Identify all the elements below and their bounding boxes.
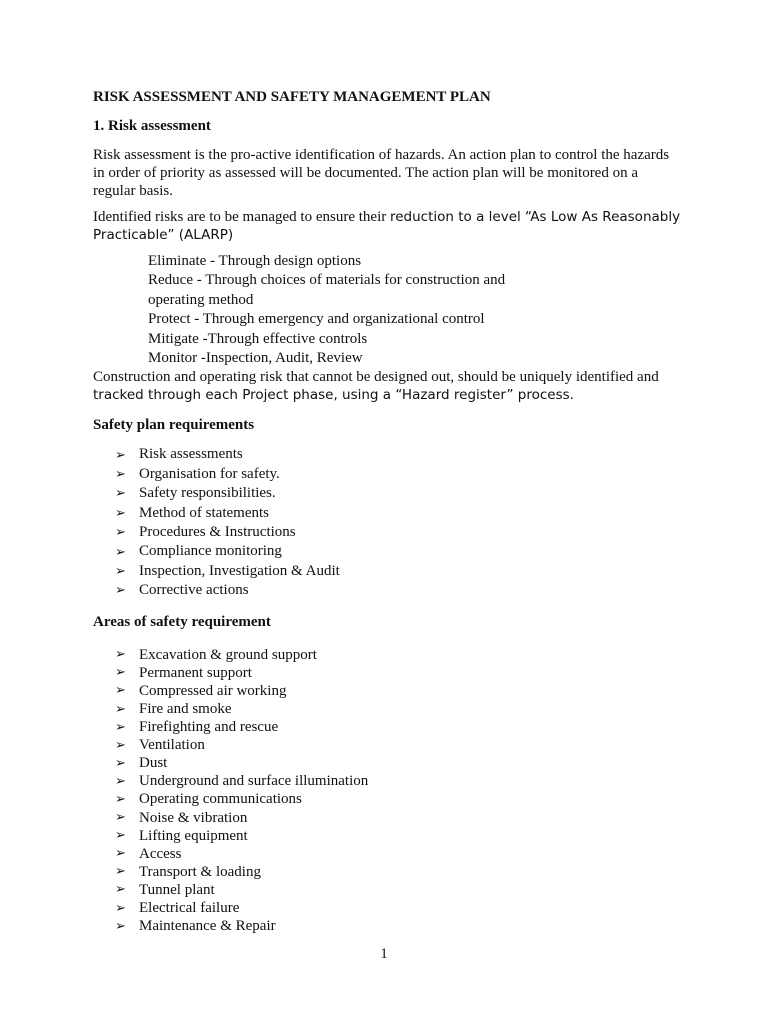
control-item: Mitigate -Through effective controls [148, 330, 368, 347]
list-item: ➢ Procedures & Instructions [115, 524, 296, 541]
arrow-bullet-icon: ➢ [115, 737, 126, 753]
paragraph-hazard-register [93, 368, 683, 404]
list-item: ➢ Electrical failure [115, 900, 240, 916]
arrow-bullet-icon: ➢ [115, 864, 126, 880]
areas-list [115, 646, 683, 936]
paragraph-risk-definition: Risk assessment is the pro-active identification of hazards. An action plan to control the hazards in order of priority as assessed will be documented. The action plan will be monitored on a regular basis. [93, 147, 670, 199]
list-item: ➢ Corrective actions [115, 582, 249, 599]
list-item: ➢ Organisation for safety. [115, 465, 280, 483]
control-item: Reduce - Through choices of materials for construction and [148, 272, 506, 289]
list-item: ➢ Access [115, 845, 182, 862]
list-item: ➢ Transport & loading [115, 863, 261, 880]
list-item: ➢ Inspection, Investigation & Audit [115, 562, 340, 580]
list-item: ➢ Maintenance & Repair [115, 918, 276, 935]
arrow-bullet-icon: ➢ [115, 583, 126, 599]
section-heading-areas: Areas of safety requirement [93, 613, 271, 630]
control-item: operating method [148, 291, 254, 308]
alarp-text-b: reduction to a level “As Low As Reasonably Practicable” (ALARP) [93, 209, 681, 243]
list-item: ➢ Safety responsibilities. [115, 485, 276, 502]
safety-plan-list [115, 445, 683, 600]
arrow-bullet-icon: ➢ [115, 486, 126, 502]
arrow-bullet-icon: ➢ [115, 467, 126, 483]
section-heading-safety-plan: Safety plan requirements [93, 417, 255, 434]
list-item: ➢ Firefighting and rescue [115, 719, 279, 736]
control-item: Protect - Through emergency and organizational control [148, 311, 485, 328]
arrow-bullet-icon: ➢ [115, 683, 126, 699]
list-item: ➢ Risk assessments [115, 446, 243, 463]
arrow-bullet-icon: ➢ [115, 525, 126, 541]
arrow-bullet-icon: ➢ [115, 882, 126, 898]
arrow-bullet-icon: ➢ [115, 447, 126, 463]
list-item: ➢ Compressed air working [115, 682, 287, 699]
control-item: Monitor -Inspection, Audit, Review [148, 350, 363, 367]
alarp-text-a: Identified risks are to be managed to ensure their [93, 209, 390, 225]
arrow-bullet-icon: ➢ [115, 828, 126, 844]
list-item: ➢ Operating communications [115, 791, 302, 808]
arrow-bullet-icon: ➢ [115, 900, 126, 916]
arrow-bullet-icon: ➢ [115, 564, 126, 580]
arrow-bullet-icon: ➢ [115, 544, 126, 560]
arrow-bullet-icon: ➢ [115, 505, 126, 521]
list-item: ➢ Dust [115, 755, 168, 772]
list-item: ➢ Noise & vibration [115, 809, 248, 826]
list-item: ➢ Method of statements [115, 504, 269, 521]
page-number: 1 [380, 946, 388, 962]
arrow-bullet-icon: ➢ [115, 846, 126, 862]
paragraph-alarp [93, 208, 683, 244]
arrow-bullet-icon: ➢ [115, 773, 126, 789]
document-page [93, 88, 683, 943]
section-heading-risk-assessment: 1. Risk assessment [93, 118, 211, 134]
hazard-text-b: tracked through each Project phase, using a “Hazard register” process. [93, 387, 574, 404]
control-item: Eliminate - Through design options [148, 253, 362, 269]
document-title: RISK ASSESSMENT AND SAFETY MANAGEMENT PLAN [93, 89, 491, 105]
list-item: ➢ Underground and surface illumination [115, 773, 369, 790]
list-item: ➢ Ventilation [115, 737, 205, 754]
arrow-bullet-icon: ➢ [115, 755, 126, 771]
list-item: ➢ Lifting equipment [115, 827, 248, 844]
list-item: ➢ Compliance monitoring [115, 543, 282, 560]
arrow-bullet-icon: ➢ [115, 791, 126, 807]
arrow-bullet-icon: ➢ [115, 665, 126, 681]
hierarchy-of-control-list [148, 252, 683, 368]
arrow-bullet-icon: ➢ [115, 810, 126, 826]
arrow-bullet-icon: ➢ [115, 719, 126, 735]
list-item: ➢ Permanent support [115, 664, 252, 681]
hazard-text-a: Construction and operating risk that cannot be designed out, should be uniquely identified and [93, 369, 659, 386]
arrow-bullet-icon: ➢ [115, 918, 126, 934]
list-item: ➢ Fire and smoke [115, 700, 232, 717]
list-item: ➢ Excavation & ground support [115, 646, 317, 663]
list-item: ➢ Tunnel plant [115, 881, 215, 898]
arrow-bullet-icon: ➢ [115, 647, 126, 663]
arrow-bullet-icon: ➢ [115, 701, 126, 717]
